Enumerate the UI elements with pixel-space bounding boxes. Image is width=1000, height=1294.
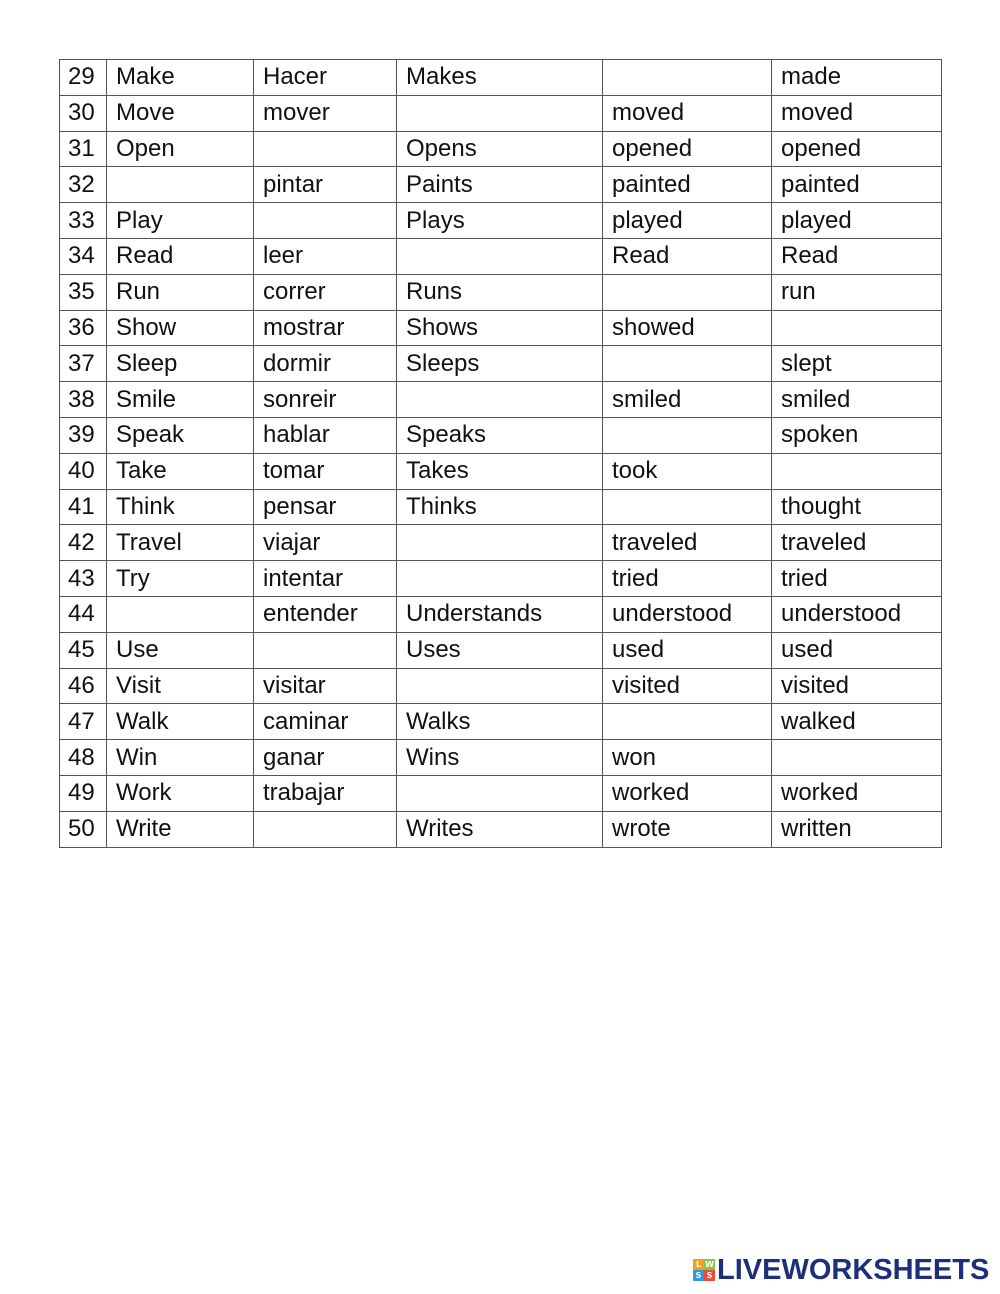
spanish-cell: caminar	[254, 704, 397, 740]
table-row	[60, 668, 942, 704]
row-number: 30	[60, 95, 107, 131]
row-number: 44	[60, 596, 107, 632]
liveworksheets-logo-icon: L W S S	[693, 1259, 715, 1281]
table-row	[60, 811, 942, 847]
past-participle-cell[interactable]	[772, 310, 942, 346]
past-simple-cell: moved	[603, 95, 772, 131]
table-row	[60, 95, 942, 131]
past-participle-cell: worked	[772, 775, 942, 811]
table-row	[60, 453, 942, 489]
spanish-cell: hablar	[254, 417, 397, 453]
table-row	[60, 238, 942, 274]
past-participle-cell: traveled	[772, 525, 942, 561]
table-row	[60, 274, 942, 310]
row-number: 50	[60, 811, 107, 847]
verb-cell: Make	[107, 60, 254, 96]
table-row	[60, 417, 942, 453]
past-simple-cell: wrote	[603, 811, 772, 847]
spanish-cell: mostrar	[254, 310, 397, 346]
verb-cell: Run	[107, 274, 254, 310]
spanish-cell: pensar	[254, 489, 397, 525]
spanish-cell: visitar	[254, 668, 397, 704]
third-person-cell[interactable]	[397, 95, 603, 131]
past-simple-cell: visited	[603, 668, 772, 704]
past-simple-cell: worked	[603, 775, 772, 811]
third-person-cell: Plays	[397, 203, 603, 239]
past-simple-cell[interactable]	[603, 704, 772, 740]
verb-cell: Write	[107, 811, 254, 847]
verb-cell: Show	[107, 310, 254, 346]
past-participle-cell[interactable]	[772, 740, 942, 776]
spanish-cell: sonreir	[254, 382, 397, 418]
row-number: 39	[60, 417, 107, 453]
third-person-cell: Wins	[397, 740, 603, 776]
third-person-cell: Runs	[397, 274, 603, 310]
spanish-cell: ganar	[254, 740, 397, 776]
spanish-cell[interactable]	[254, 632, 397, 668]
past-simple-cell: Read	[603, 238, 772, 274]
table-row	[60, 775, 942, 811]
verb-cell: Think	[107, 489, 254, 525]
table-row	[60, 167, 942, 203]
past-participle-cell: understood	[772, 596, 942, 632]
verb-cell: Play	[107, 203, 254, 239]
table-row	[60, 525, 942, 561]
third-person-cell: Understands	[397, 596, 603, 632]
spanish-cell: intentar	[254, 561, 397, 597]
spanish-cell: pintar	[254, 167, 397, 203]
third-person-cell: Makes	[397, 60, 603, 96]
verb-cell: Sleep	[107, 346, 254, 382]
liveworksheets-logo	[693, 1255, 989, 1285]
verb-cell: Win	[107, 740, 254, 776]
third-person-cell: Writes	[397, 811, 603, 847]
table-row	[60, 632, 942, 668]
row-number: 49	[60, 775, 107, 811]
verb-cell: Open	[107, 131, 254, 167]
past-participle-cell: Read	[772, 238, 942, 274]
row-number: 34	[60, 238, 107, 274]
past-participle-cell: moved	[772, 95, 942, 131]
spanish-cell: mover	[254, 95, 397, 131]
row-number: 43	[60, 561, 107, 597]
third-person-cell[interactable]	[397, 525, 603, 561]
verb-cell: Take	[107, 453, 254, 489]
row-number: 46	[60, 668, 107, 704]
verb-cell: Work	[107, 775, 254, 811]
row-number: 38	[60, 382, 107, 418]
third-person-cell: Paints	[397, 167, 603, 203]
past-simple-cell: traveled	[603, 525, 772, 561]
past-simple-cell: played	[603, 203, 772, 239]
third-person-cell: Sleeps	[397, 346, 603, 382]
past-participle-cell: smiled	[772, 382, 942, 418]
spanish-cell[interactable]	[254, 811, 397, 847]
past-simple-cell: tried	[603, 561, 772, 597]
past-simple-cell: won	[603, 740, 772, 776]
third-person-cell[interactable]	[397, 668, 603, 704]
spanish-cell: correr	[254, 274, 397, 310]
past-simple-cell[interactable]	[603, 489, 772, 525]
past-simple-cell[interactable]	[603, 346, 772, 382]
row-number: 45	[60, 632, 107, 668]
verb-cell: Read	[107, 238, 254, 274]
past-simple-cell[interactable]	[603, 417, 772, 453]
third-person-cell: Thinks	[397, 489, 603, 525]
table-row	[60, 740, 942, 776]
table-row	[60, 561, 942, 597]
third-person-cell: Opens	[397, 131, 603, 167]
verb-cell: Smile	[107, 382, 254, 418]
past-participle-cell: made	[772, 60, 942, 96]
verb-cell: Use	[107, 632, 254, 668]
verb-cell: Walk	[107, 704, 254, 740]
past-participle-cell: run	[772, 274, 942, 310]
verb-cell: Try	[107, 561, 254, 597]
table-row	[60, 310, 942, 346]
third-person-cell: Shows	[397, 310, 603, 346]
spanish-cell: tomar	[254, 453, 397, 489]
past-participle-cell: opened	[772, 131, 942, 167]
third-person-cell: Uses	[397, 632, 603, 668]
row-number: 40	[60, 453, 107, 489]
row-number: 36	[60, 310, 107, 346]
table-row	[60, 596, 942, 632]
third-person-cell[interactable]	[397, 238, 603, 274]
third-person-cell: Speaks	[397, 417, 603, 453]
past-simple-cell: showed	[603, 310, 772, 346]
past-simple-cell: opened	[603, 131, 772, 167]
past-simple-cell: painted	[603, 167, 772, 203]
third-person-cell: Walks	[397, 704, 603, 740]
past-participle-cell: visited	[772, 668, 942, 704]
verb-cell: Move	[107, 95, 254, 131]
table-row	[60, 203, 942, 239]
spanish-cell: Hacer	[254, 60, 397, 96]
table-row	[60, 704, 942, 740]
past-simple-cell[interactable]	[603, 274, 772, 310]
verb-cell[interactable]	[107, 167, 254, 203]
past-participle-cell: thought	[772, 489, 942, 525]
verb-table	[59, 59, 942, 848]
past-participle-cell: written	[772, 811, 942, 847]
past-participle-cell: walked	[772, 704, 942, 740]
row-number: 41	[60, 489, 107, 525]
table-row	[60, 60, 942, 96]
verb-cell: Travel	[107, 525, 254, 561]
spanish-cell: trabajar	[254, 775, 397, 811]
spanish-cell[interactable]	[254, 131, 397, 167]
spanish-cell[interactable]	[254, 203, 397, 239]
table-row	[60, 489, 942, 525]
past-simple-cell: understood	[603, 596, 772, 632]
past-simple-cell: used	[603, 632, 772, 668]
spanish-cell: viajar	[254, 525, 397, 561]
row-number: 37	[60, 346, 107, 382]
row-number: 33	[60, 203, 107, 239]
past-simple-cell[interactable]	[603, 60, 772, 96]
row-number: 31	[60, 131, 107, 167]
verb-cell: Speak	[107, 417, 254, 453]
past-participle-cell: painted	[772, 167, 942, 203]
liveworksheets-logo-text: LIVEWORKSHEETS	[717, 1254, 990, 1286]
spanish-cell: entender	[254, 596, 397, 632]
past-participle-cell: used	[772, 632, 942, 668]
past-participle-cell[interactable]	[772, 453, 942, 489]
row-number: 32	[60, 167, 107, 203]
spanish-cell: dormir	[254, 346, 397, 382]
past-participle-cell: slept	[772, 346, 942, 382]
past-participle-cell: spoken	[772, 417, 942, 453]
row-number: 35	[60, 274, 107, 310]
past-simple-cell: took	[603, 453, 772, 489]
third-person-cell[interactable]	[397, 561, 603, 597]
third-person-cell[interactable]	[397, 382, 603, 418]
verb-cell: Visit	[107, 668, 254, 704]
past-participle-cell: tried	[772, 561, 942, 597]
verb-table-body	[60, 60, 942, 848]
verb-cell[interactable]	[107, 596, 254, 632]
past-participle-cell: played	[772, 203, 942, 239]
row-number: 48	[60, 740, 107, 776]
row-number: 47	[60, 704, 107, 740]
third-person-cell[interactable]	[397, 775, 603, 811]
table-row	[60, 131, 942, 167]
row-number: 29	[60, 60, 107, 96]
table-row	[60, 346, 942, 382]
third-person-cell: Takes	[397, 453, 603, 489]
spanish-cell: leer	[254, 238, 397, 274]
table-row	[60, 382, 942, 418]
past-simple-cell: smiled	[603, 382, 772, 418]
row-number: 42	[60, 525, 107, 561]
